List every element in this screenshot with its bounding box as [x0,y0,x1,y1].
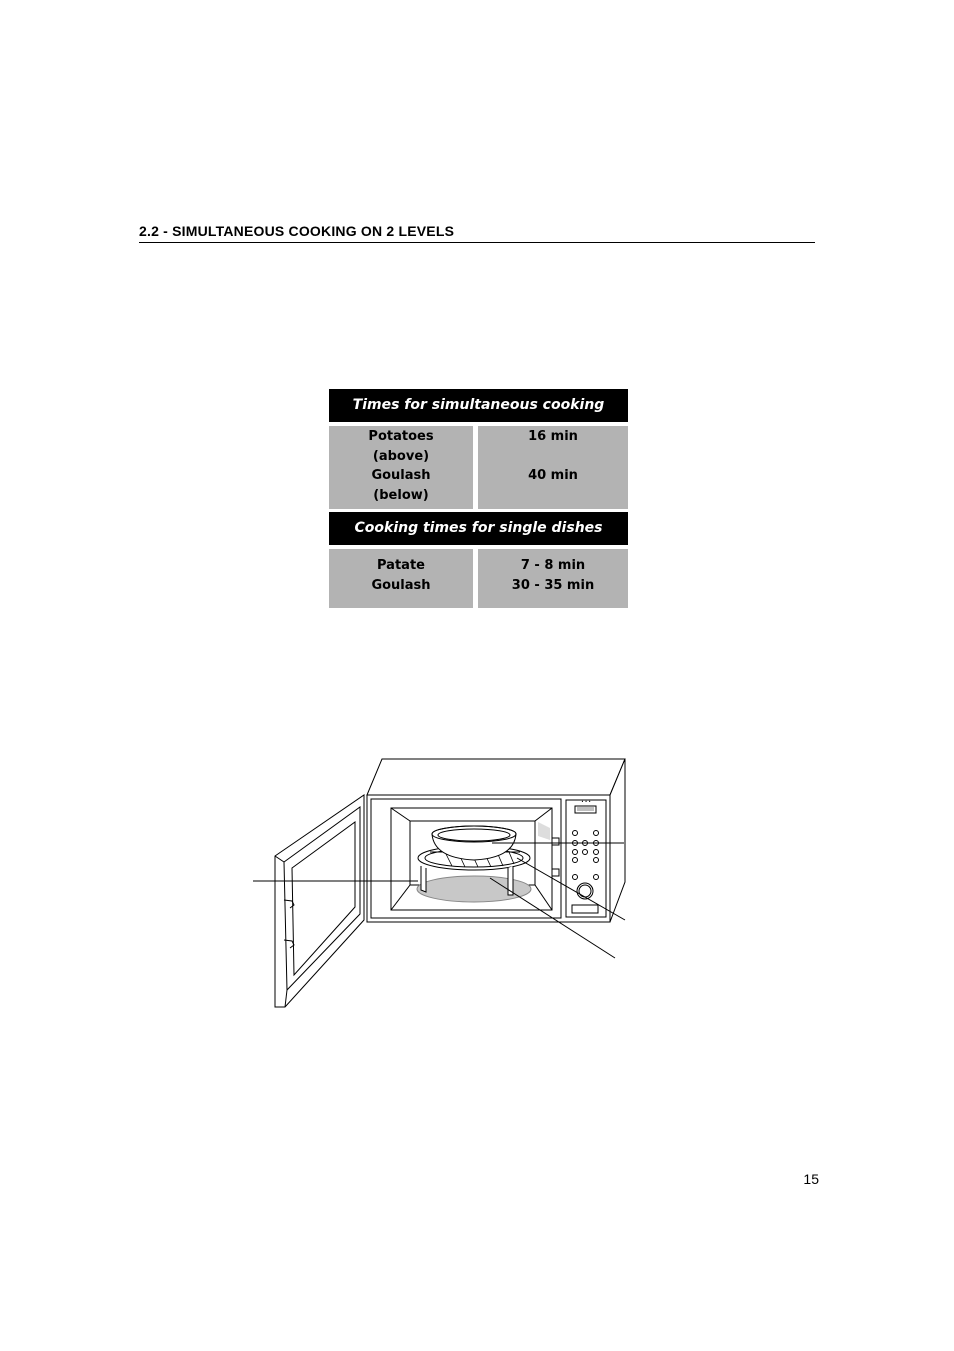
single-food-cell [329,549,473,608]
page-number: 15 [803,1171,819,1187]
time-line: 30 - 35 min [511,577,595,593]
food-line: Potatoes [368,429,434,444]
food-line: Goulash [371,577,431,593]
svg-text:• • •: • • • [581,799,591,804]
time-line: 40 min [528,468,578,483]
simultaneous-time-cell [478,426,628,509]
section-title: 2.2 - SIMULTANEOUS COOKING ON 2 LEVELS [139,223,815,243]
food-line: Patate [377,558,425,573]
time-line [478,447,628,467]
food-line: (above) [372,448,430,464]
time-line: 16 min [528,429,578,444]
microwave-illustration [250,755,640,1015]
food-line: (below) [373,487,429,503]
time-line: 7 - 8 min [520,558,586,573]
simultaneous-food-cell [329,426,473,509]
simultaneous-table-header: Times for simultaneous cooking [329,389,628,422]
single-table-header: Cooking times for single dishes [329,512,628,545]
food-line: Goulash [371,468,431,483]
single-time-cell [478,549,628,608]
